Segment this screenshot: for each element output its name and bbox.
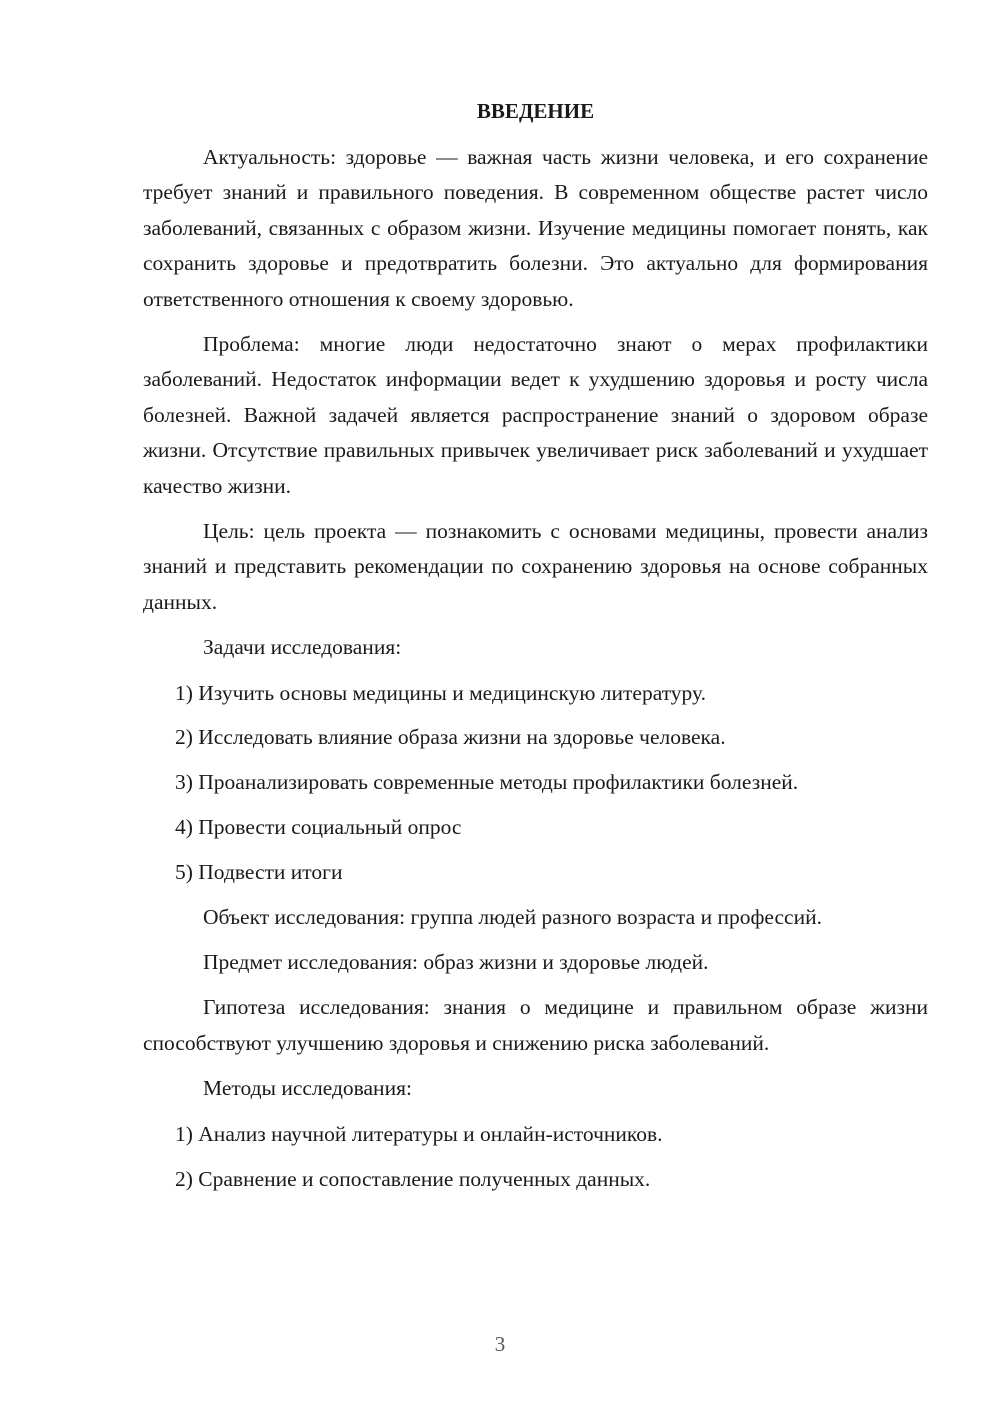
object-paragraph: Объект исследования: группа людей разного возраста и профессий. <box>203 904 822 929</box>
tasks-list <box>143 676 928 891</box>
page-title: ВВЕДЕНИЕ <box>476 99 595 123</box>
list-item: 3) Проанализировать современные методы профилактики болезней. <box>175 770 799 795</box>
tasks-heading: Задачи исследования: <box>203 635 402 660</box>
problem-paragraph: Проблема: многие люди недостаточно знают о мерах профилактики заболеваний. Недостаток информации ведет к ухудшению здоровья и росту числа болезней. Важной задачей является распространение знаний о здоровом образе жизни. Отсутствие правильных привычек увеличивает риск заболеваний и ухудшает качество жизни. <box>143 332 928 498</box>
hypothesis-paragraph: Гипотеза исследования: знания о медицине и правильном образе жизни способствуют улучшению здоровья и снижению риска заболеваний. <box>143 995 928 1055</box>
methods-heading: Методы исследования: <box>203 1076 412 1101</box>
list-item: 5) Подвести итоги <box>175 859 343 884</box>
subject-paragraph: Предмет исследования: образ жизни и здоровье людей. <box>203 950 709 975</box>
page-number: 3 <box>494 1332 506 1356</box>
goal-paragraph: Цель: цель проекта — познакомить с основами медицины, провести анализ знаний и представить рекомендации по сохранению здоровья на основе собранных данных. <box>143 519 928 614</box>
list-item: 1) Изучить основы медицины и медицинскую литературу. <box>175 680 706 705</box>
list-item: 2) Исследовать влияние образа жизни на здоровье человека. <box>175 725 726 750</box>
document-page <box>143 92 928 1206</box>
relevance-paragraph: Актуальность: здоровье — важная часть жизни человека, и его сохранение требует знаний и правильного поведения. В современном обществе растет число заболеваний, связанных с образом жизни. Изучение медицины помогает понять, как сохранить здоровье и предотвратить болезни. Это актуально для формирования ответственного отношения к своему здоровью. <box>143 145 928 311</box>
list-item: 2) Сравнение и сопоставление полученных данных. <box>175 1166 651 1191</box>
methods-list <box>143 1117 928 1197</box>
list-item: 4) Провести социальный опрос <box>175 815 462 840</box>
list-item: 1) Анализ научной литературы и онлайн-источников. <box>175 1121 663 1146</box>
